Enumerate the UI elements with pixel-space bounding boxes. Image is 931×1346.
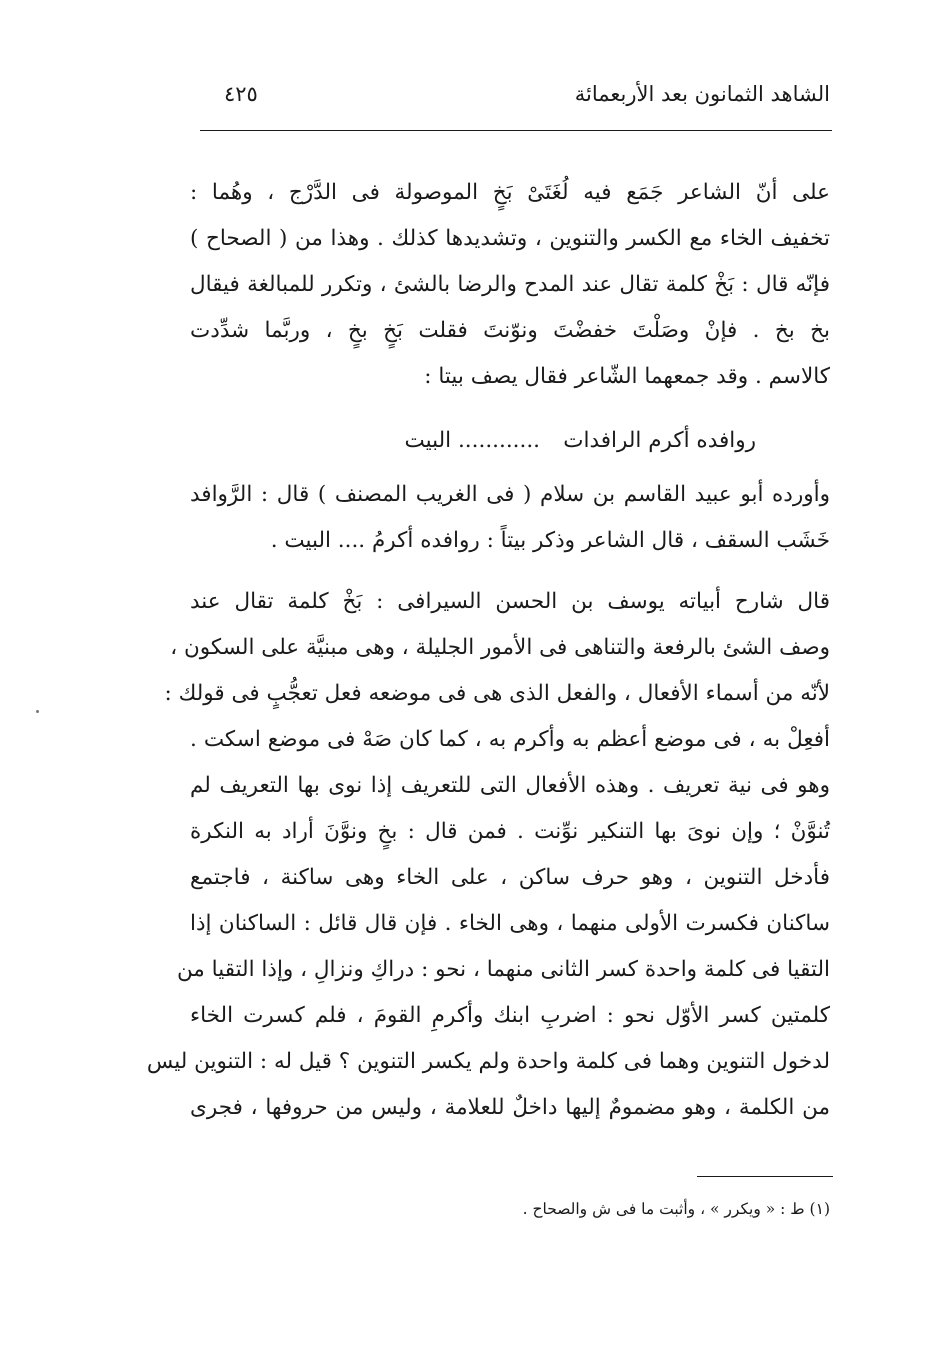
text-line: لدخول التنوين وهما فى كلمة واحدة ولم يكسر التنوين ؟ قيل له : التنوين ليس — [146, 1049, 830, 1074]
text-line: ساكنان فكسرت الأولى منهما ، وهى الخاء . فإن قال قائل : الساكنان إذا — [190, 911, 830, 936]
text-line: من الكلمة ، وهو مضمومٌ إليها داخلٌ للعلامة ، وليس من حروفها ، فجرى — [190, 1095, 830, 1120]
text-line: تُنوَّنْ ؛ وإن نوىَ بها التنكير نوِّنت . فمن قال : بخٍ ونوَّنَ أراد به النكرة — [190, 819, 830, 844]
scan-speck — [36, 710, 39, 713]
text-line: وصف الشئ بالرفعة والتناهى فى الأمور الجليلة ، وهى مبنيَّة على السكون ، — [170, 635, 830, 660]
text-line: تخفيف الخاء مع الكسر والتنوين ، وتشديدها كذلك . وهذا من ( الصحاح ) — [190, 226, 830, 251]
text-line: أفعِلْ به ، فى موضع أعظم به وأكرم به ، كما كان صَهْ فى موضع اسكت . — [190, 727, 830, 752]
text-line: لأنّه من أسماء الأفعال ، والفعل الذى هى فى موضعه فعل تعجُّبٍ فى قولك : — [164, 681, 830, 706]
page-number: ٤٢٥ — [224, 82, 258, 106]
text-line: خَشَب السقف ، قال الشاعر وذكر بيتاً : روافده أكرمُ .... البيت . — [270, 528, 830, 553]
running-title: الشاهد الثمانون بعد الأربعمائة — [574, 82, 830, 106]
page-header — [200, 78, 830, 118]
paragraph-2 — [190, 472, 830, 564]
verse-hemistich-1: روافده أكرم الرافدات — [563, 428, 756, 453]
paragraph-3 — [146, 579, 830, 1131]
verse-hemistich-2: ............ البيت — [404, 428, 540, 453]
text-line: فإنّه قال : بَخْ كلمة تقال عند المدح والرضا بالشئ ، وتكرر للمبالغة فيقال — [190, 272, 830, 297]
text-line: فأدخل التنوين ، وهو حرف ساكن ، على الخاء وهى ساكنة ، فاجتمع — [190, 865, 830, 890]
text-line: وهو فى نية تعريف . وهذه الأفعال التى للتعريف إذا نوى بها التعريف لم — [190, 773, 830, 798]
footnote: (١) ط : « ويكرر » ، وأثبت ما فى ش والصحاح . — [522, 1200, 830, 1218]
text-line: كلمتين كسر الأوّل نحو : اضربِ ابنك وأكرمِ القومَ ، فلم كسرت الخاء — [190, 1003, 830, 1028]
verse — [190, 418, 830, 464]
header-rule — [200, 130, 832, 131]
text-line: كالاسم . وقد جمعهما الشّاعر فقال يصف بيتا : — [424, 364, 830, 389]
text-line: وأورده أبو عبيد القاسم بن سلام ( فى الغريب المصنف ) قال : الرَّوافد — [190, 482, 830, 507]
text-line: بخ بخ . فإنْ وصَلْتَ خفضْتَ ونوّنتَ فقلت بَخٍ بخٍ ، وربَّما شدِّدت — [190, 318, 830, 343]
text-line: على أنّ الشاعر جَمَع فيه لُغَتَىْ بَخٍ الموصولة فى الدَّرْج ، وهُما : — [190, 180, 830, 205]
text-line: قال شارح أبياته يوسف بن الحسن السيرافى : بَخْ كلمة تقال عند — [190, 589, 830, 614]
footnote-rule — [697, 1176, 833, 1177]
text-line: التقيا فى كلمة واحدة كسر الثانى منهما ، نحو : دراكِ ونزالِ ، وإذا التقيا من — [176, 957, 830, 982]
paragraph-1 — [190, 170, 830, 400]
